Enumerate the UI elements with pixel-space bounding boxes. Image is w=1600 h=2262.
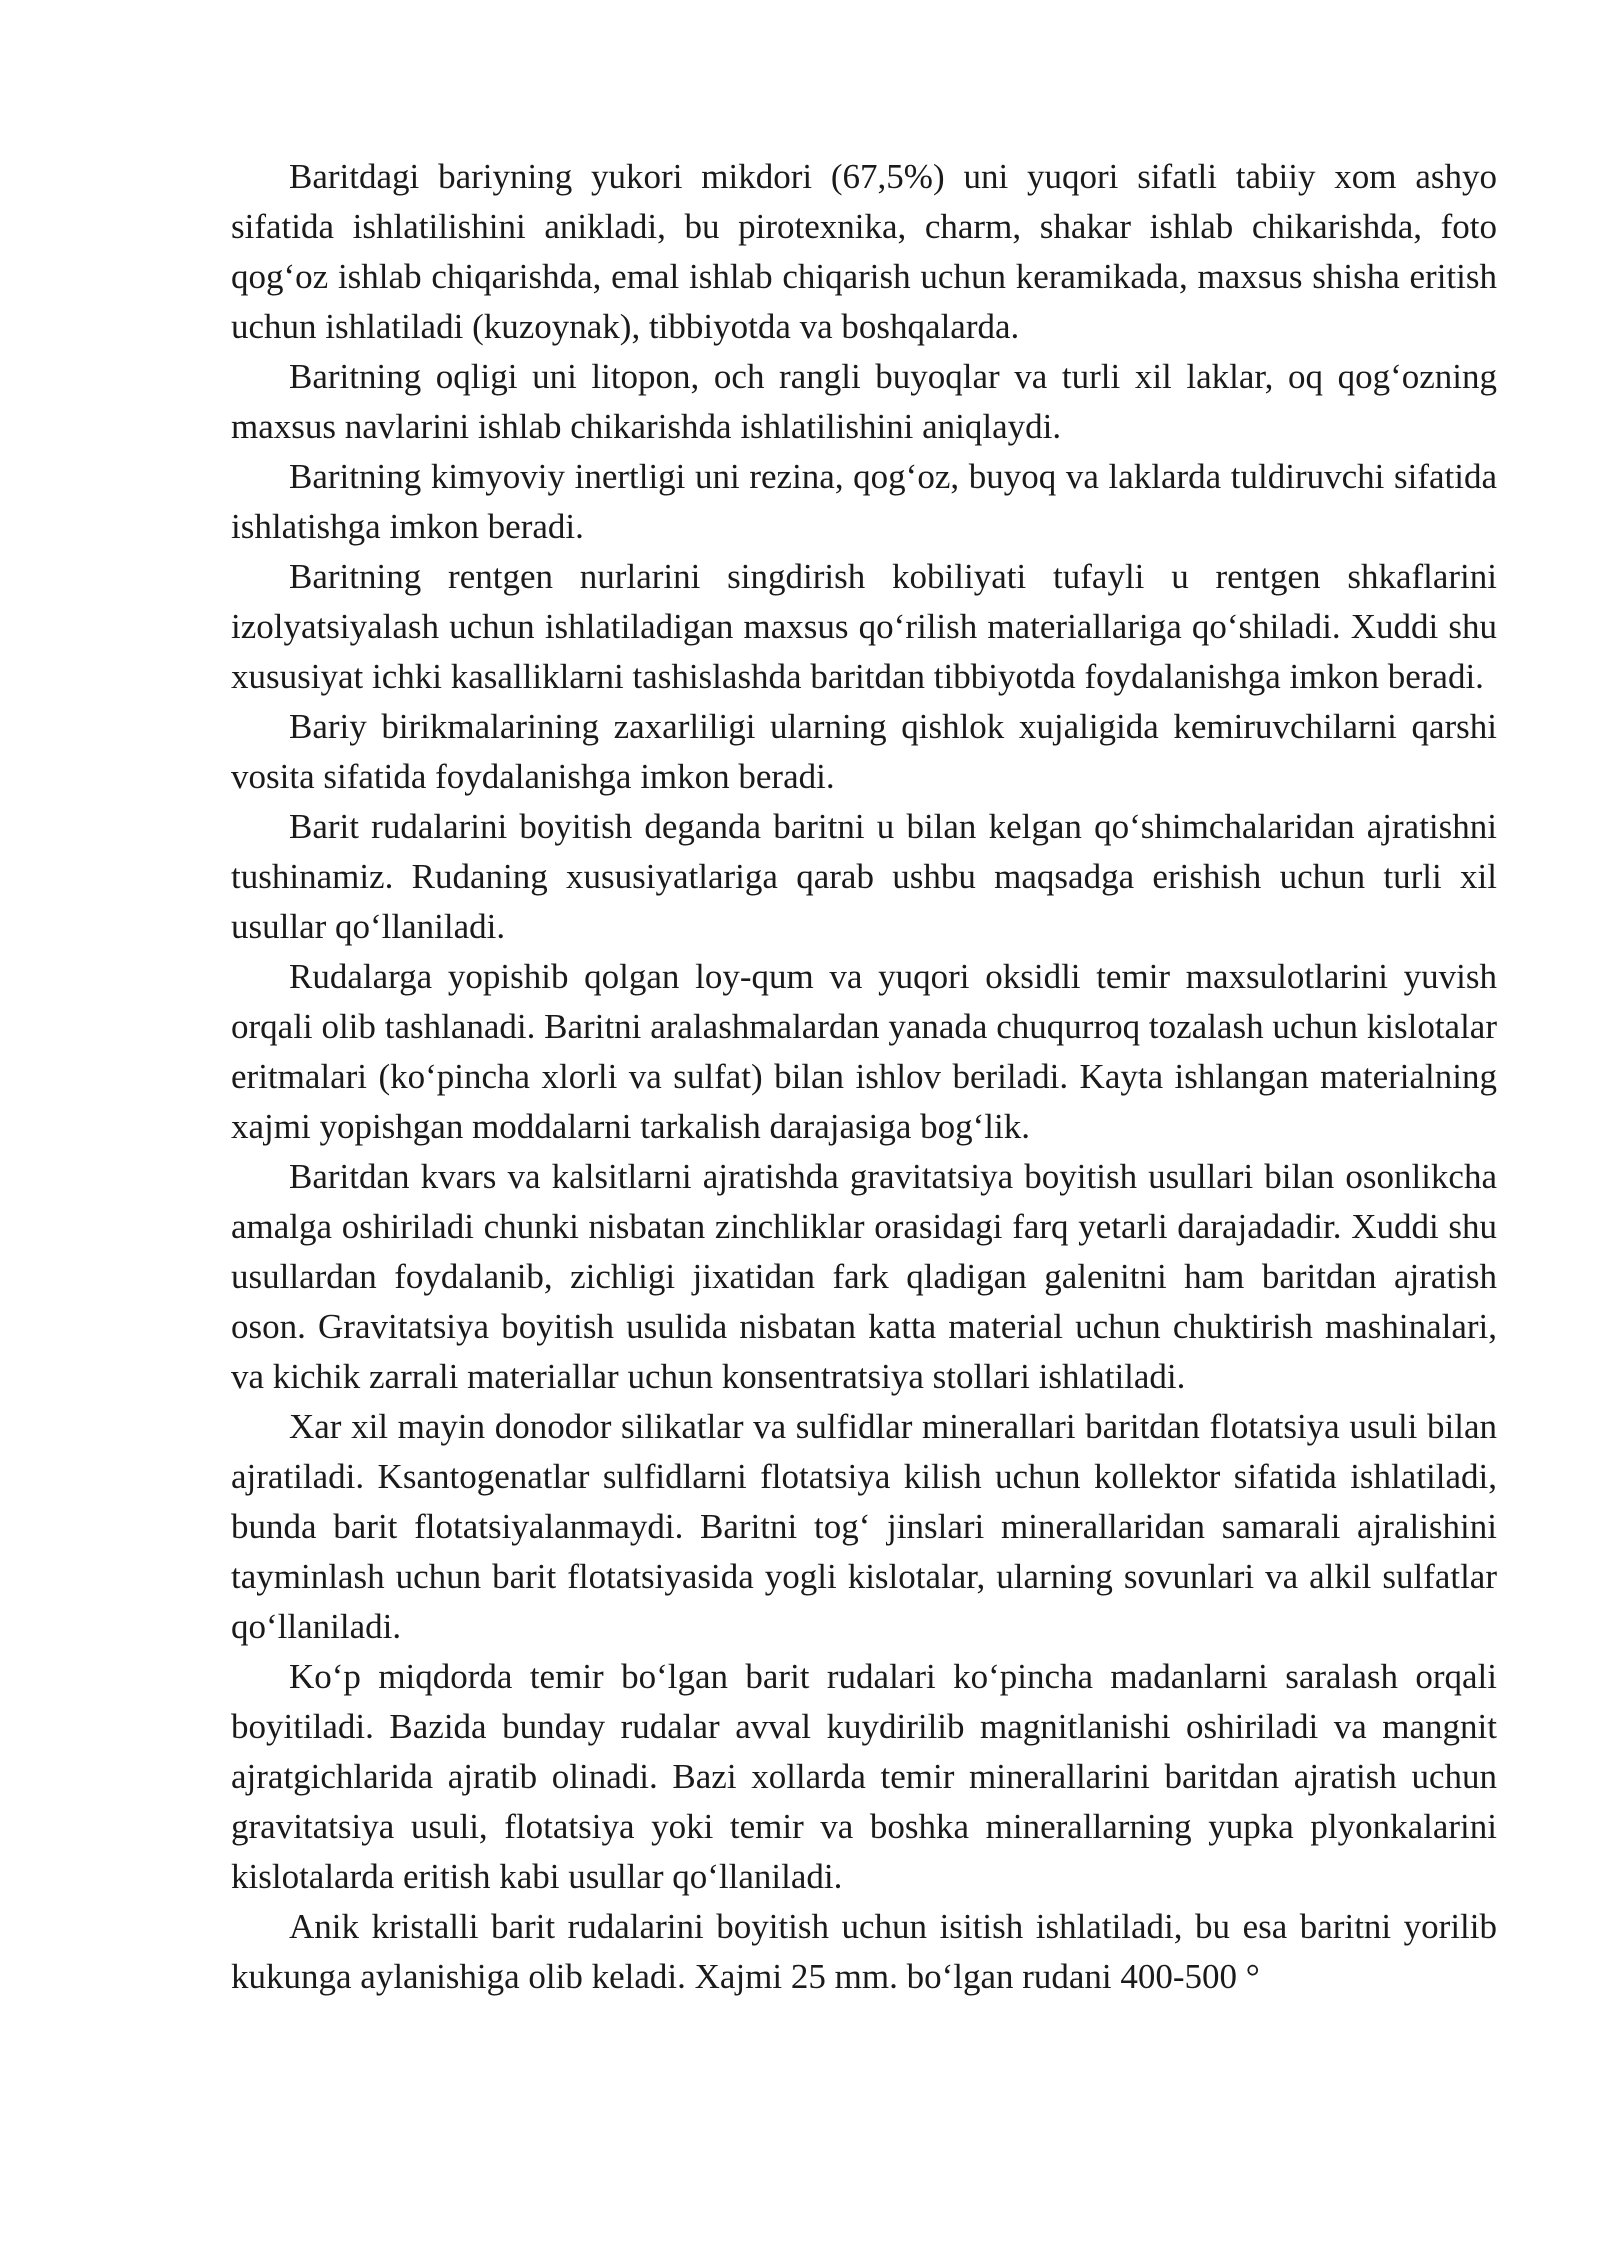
paragraph-iron-removal: Ko‘p miqdorda temir bo‘lgan barit rudalari ko‘pincha madanlarni saralash orqali boyitiladi. Bazida bunday rudalar avval kuydirilib magnitlanishi oshiriladi va mangnit ajratgichlarida ajratib olinadi. Bazi xollarda temir minerallarini baritdan ajratish uchun gravitatsiya usuli, flotatsiya yoki temir va boshka minerallarning yupka plyonkalarini kislotalarda eritish kabi usullar qo‘llaniladi. bbox=[231, 1657, 1497, 1896]
paragraph-flotation: Xar xil mayin donodor silikatlar va sulfidlar minerallari baritdan flotatsiya usuli bilan ajratiladi. Ksantogenatlar sulfidlarni flotatsiya kilish uchun kollektor sifatida ishlatiladi, bunda barit flotatsiyalanmaydi. Baritni tog‘ jinslari minerallaridan samarali ajralishini tayminlash uchun barit flotatsiyasida yogli kislotalar, ularning sovunlari va alkil sulfatlar qo‘llaniladi. bbox=[231, 1407, 1497, 1646]
paragraph-heating: Anik kristalli barit rudalarini boyitish uchun isitish ishlatiladi, bu esa baritni yorilib kukunga aylanishiga olib keladi. Xajmi 25 mm. bo‘lgan rudani 400-500 ° bbox=[231, 1907, 1497, 1996]
document-body bbox=[231, 152, 1497, 2002]
paragraph-barium-content: Baritdagi bariyning yukori mikdori (67,5%) uni yuqori sifatli tabiiy xom ashyo sifatida ishlatilishini anikladi, bu pirotexnika, charm, shakar ishlab chikarishda, foto qog‘oz ishlab chiqarishda, emal ishlab chiqarish uchun keramikada, maxsus shisha eritish uchun ishlatiladi (kuzoynak), tibbiyotda va boshqalarda. bbox=[231, 157, 1497, 346]
paragraph-barium-toxicity: Bariy birikmalarining zaxarliligi ularning qishlok xujaligida kemiruvchilarni qarshi vosita sifatida foydalanishga imkon beradi. bbox=[231, 707, 1497, 796]
paragraph-gravity-separation: Baritdan kvars va kalsitlarni ajratishda gravitatsiya boyitish usullari bilan osonlikcha amalga oshiriladi chunki nisbatan zinchliklar orasidagi farq yetarli darajadadir. Xuddi shu usullardan foydalanib, zichligi jixatidan fark qladigan galenitni ham baritdan ajratish oson. Gravitatsiya boyitish usulida nisbatan katta material uchun chuktirish mashinalari, va kichik zarrali materiallar uchun konsentratsiya stollari ishlatiladi. bbox=[231, 1157, 1497, 1396]
paragraph-chemical-inertness: Baritning kimyoviy inertligi uni rezina, qog‘oz, buyoq va laklarda tuldiruvchi sifatida ishlatishga imkon beradi. bbox=[231, 457, 1497, 546]
paragraph-barite-whiteness: Baritning oqligi uni litopon, och rangli buyoqlar va turli xil laklar, oq qog‘ozning maxsus navlarini ishlab chikarishda ishlatilishini aniqlaydi. bbox=[231, 357, 1497, 446]
paragraph-ore-enrichment: Barit rudalarini boyitish deganda baritni u bilan kelgan qo‘shimchalaridan ajratishni tushinamiz. Rudaning xususiyatlariga qarab ushbu maqsadga erishish uchun turli xil usullar qo‘llaniladi. bbox=[231, 807, 1497, 946]
paragraph-xray-absorption: Baritning rentgen nurlarini singdirish kobiliyati tufayli u rentgen shkaflarini izolyatsiyalash uchun ishlatiladigan maxsus qo‘rilish materiallariga qo‘shiladi. Xuddi shu xususiyat ichki kasalliklarni tashislashda baritdan tibbiyotda foydalanishga imkon beradi. bbox=[231, 557, 1497, 696]
paragraph-washing: Rudalarga yopishib qolgan loy-qum va yuqori oksidli temir maxsulotlarini yuvish orqali olib tashlanadi. Baritni aralashmalardan yanada chuqurroq tozalash uchun kislotalar eritmalari (ko‘pincha xlorli va sulfat) bilan ishlov beriladi. Kayta ishlangan materialning xajmi yopishgan moddalarni tarkalish darajasiga bog‘lik. bbox=[231, 957, 1497, 1146]
